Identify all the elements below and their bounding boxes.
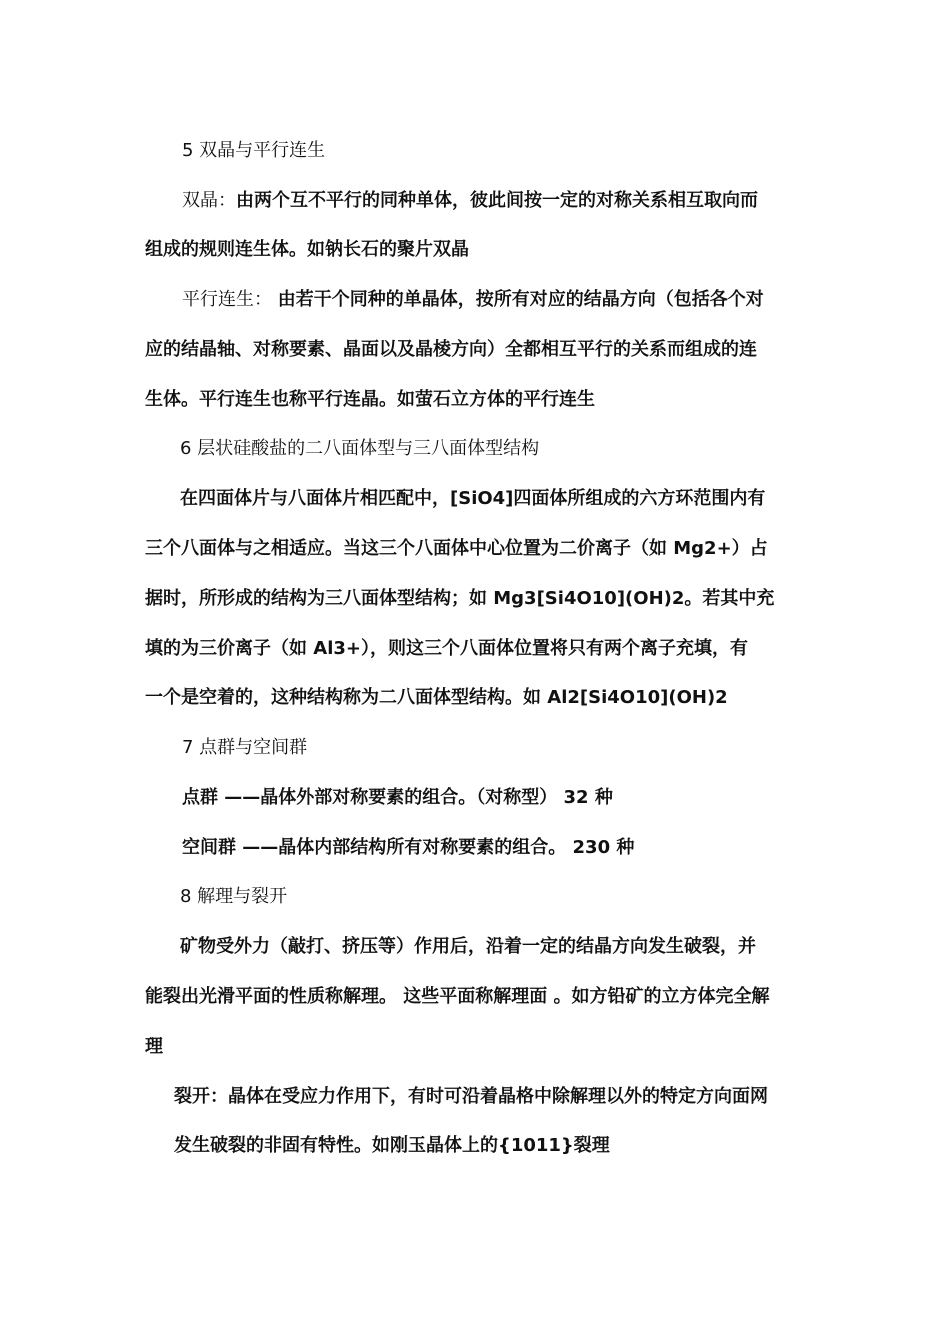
parallel-paragraph-line-3: 生体。平行连生也称平行连晶。如萤石立方体的平行连生 — [145, 389, 595, 410]
section-6-line-5: 一个是空着的，这种结构称为二八面体型结构。如 Al2[Si4O10](OH)2 — [145, 687, 728, 708]
twin-label: 双晶： — [182, 190, 236, 211]
section-5-heading: 5 双晶与平行连生 — [182, 140, 326, 161]
section-6-heading: 6 层状硅酸盐的二八面体型与三八面体型结构 — [180, 438, 540, 459]
parallel-paragraph-line-1 — [182, 288, 862, 312]
parallel-text-1: 由若干个同种的单晶体，按所有对应的结晶方向（包括各个对 — [277, 289, 764, 310]
twin-paragraph-line-1 — [182, 189, 862, 213]
point-group-line: 点群 ——晶体外部对称要素的组合。（对称型） 32 种 — [182, 787, 613, 808]
section-6-line-3: 据时，所形成的结构为三八面体型结构；如 Mg3[Si4O10](OH)2。若其中充 — [145, 588, 775, 609]
parallel-paragraph-line-2: 应的结晶轴、对称要素、晶面以及晶棱方向）全都相互平行的关系而组成的连 — [145, 339, 757, 360]
cleavage-line-2: 能裂出光滑平面的性质称解理。 这些平面称解理面 。如方铅矿的立方体完全解 — [145, 986, 770, 1007]
cleavage-line-1: 矿物受外力（敲打、挤压等）作用后，沿着一定的结晶方向发生破裂，并 — [180, 936, 756, 957]
section-6-line-4: 填的为三价离子（如 Al3+），则这三个八面体位置将只有两个离子充填，有 — [145, 638, 748, 659]
section-7-heading: 7 点群与空间群 — [182, 737, 308, 758]
section-8-heading: 8 解理与裂开 — [180, 886, 288, 907]
parting-line-2: 发生破裂的非固有特性。如刚玉晶体上的{1011}裂理 — [174, 1135, 610, 1156]
twin-text-1: 由两个互不平行的同种单体，彼此间按一定的对称关系相互取向而 — [236, 190, 758, 211]
parallel-label: 平行连生： — [182, 289, 272, 310]
parting-line-1: 裂开：晶体在受应力作用下，有时可沿着晶格中除解理以外的特定方向面网 — [174, 1086, 768, 1107]
section-6-line-1: 在四面体片与八面体片相匹配中，[SiO4]四面体所组成的六方环范围内有 — [180, 488, 766, 509]
space-group-line: 空间群 ——晶体内部结构所有对称要素的组合。 230 种 — [182, 837, 635, 858]
twin-paragraph-line-2: 组成的规则连生体。如钠长石的聚片双晶 — [145, 239, 469, 260]
section-6-line-2: 三个八面体与之相适应。当这三个八面体中心位置为二价离子（如 Mg2+）占 — [145, 538, 768, 559]
cleavage-line-3: 理 — [145, 1036, 163, 1057]
